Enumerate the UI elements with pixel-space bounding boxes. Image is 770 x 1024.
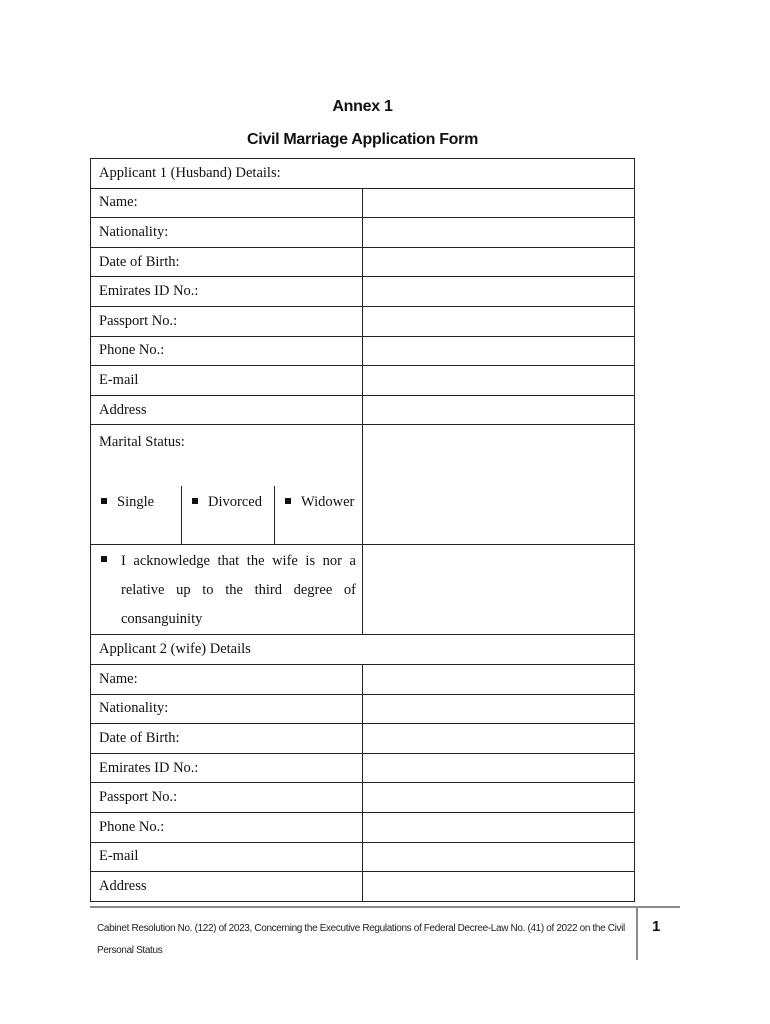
field-label-phone: Phone No.:: [91, 336, 363, 366]
page-number: 1: [652, 918, 661, 935]
field-input-name[interactable]: [363, 664, 635, 694]
field-input-email[interactable]: [363, 842, 635, 872]
section-title: Applicant 2 (wife) Details: [91, 635, 635, 665]
marital-status-cell: [91, 425, 363, 545]
option-label: Single: [117, 494, 155, 511]
marital-status-row: [91, 425, 635, 545]
form-row: [91, 783, 635, 813]
option-single[interactable]: [91, 486, 181, 544]
field-label-nationality: Nationality:: [91, 218, 363, 248]
footer-citation: Cabinet Resolution No. (122) of 2023, Concerning the Executive Regulations of Federal Decree-Law No. (41) of 2022 on the Civil Personal Status: [97, 923, 625, 956]
form-row: [91, 366, 635, 396]
application-form-table: [90, 158, 635, 902]
form-row: [91, 247, 635, 277]
field-label-address: Address: [91, 872, 363, 902]
field-label-email: E-mail: [91, 366, 363, 396]
field-label-date-of-birth: Date of Birth:: [91, 247, 363, 277]
square-bullet-icon: [285, 498, 291, 504]
form-row: [91, 188, 635, 218]
acknowledgement-text: I acknowledge that the wife is nor a relative up to the third degree of consanguinity: [121, 553, 356, 628]
square-bullet-icon: [192, 498, 198, 504]
option-label: Divorced: [208, 494, 262, 511]
marital-status-label: Marital Status:: [99, 434, 185, 451]
form-row: [91, 277, 635, 307]
option-widower[interactable]: [274, 486, 362, 544]
acknowledgement-cell[interactable]: [91, 545, 363, 635]
field-label-passport: Passport No.:: [91, 306, 363, 336]
form-row: [91, 812, 635, 842]
acknowledgement-row: [91, 545, 635, 635]
acknowledgement-text-block: [91, 545, 362, 634]
field-label-nationality: Nationality:: [91, 694, 363, 724]
field-input-date-of-birth[interactable]: [363, 724, 635, 754]
form-row: [91, 842, 635, 872]
form-row: [91, 872, 635, 902]
field-label-emirates-id: Emirates ID No.:: [91, 753, 363, 783]
option-label: Widower: [301, 494, 355, 511]
form-row: [91, 306, 635, 336]
field-label-date-of-birth: Date of Birth:: [91, 724, 363, 754]
field-input-name[interactable]: [363, 188, 635, 218]
form-row: [91, 724, 635, 754]
field-label-email: E-mail: [91, 842, 363, 872]
square-bullet-icon: [101, 498, 107, 504]
form-title: Civil Marriage Application Form: [246, 131, 479, 148]
form-row: [91, 218, 635, 248]
section-header-applicant1: [91, 159, 635, 189]
field-input-passport[interactable]: [363, 306, 635, 336]
field-input-nationality[interactable]: [363, 218, 635, 248]
option-divorced[interactable]: [181, 486, 274, 544]
field-label-emirates-id: Emirates ID No.:: [91, 277, 363, 307]
footer-vertical-divider: [636, 908, 638, 960]
field-input-address[interactable]: [363, 872, 635, 902]
square-bullet-icon: [101, 556, 107, 562]
field-input-address[interactable]: [363, 395, 635, 425]
field-input-marital-status[interactable]: [363, 425, 635, 545]
field-input-emirates-id[interactable]: [363, 753, 635, 783]
field-input-nationality[interactable]: [363, 694, 635, 724]
field-input-phone[interactable]: [363, 336, 635, 366]
field-input-date-of-birth[interactable]: [363, 247, 635, 277]
field-input-phone[interactable]: [363, 812, 635, 842]
form-row: [91, 664, 635, 694]
field-label-phone: Phone No.:: [91, 812, 363, 842]
form-row: [91, 336, 635, 366]
field-input-email[interactable]: [363, 366, 635, 396]
field-label-name: Name:: [91, 664, 363, 694]
field-label-name: Name:: [91, 188, 363, 218]
section-header-applicant2: [91, 635, 635, 665]
form-row: [91, 694, 635, 724]
field-label-address: Address: [91, 395, 363, 425]
field-input-acknowledgement[interactable]: [363, 545, 635, 635]
marital-options: [91, 485, 362, 544]
field-input-passport[interactable]: [363, 783, 635, 813]
field-label-passport: Passport No.:: [91, 783, 363, 813]
form-row: [91, 753, 635, 783]
field-input-emirates-id[interactable]: [363, 277, 635, 307]
form-row: [91, 395, 635, 425]
section-title: Applicant 1 (Husband) Details:: [91, 159, 635, 189]
footer-divider: [90, 906, 680, 908]
annex-heading: Annex 1: [332, 98, 393, 115]
